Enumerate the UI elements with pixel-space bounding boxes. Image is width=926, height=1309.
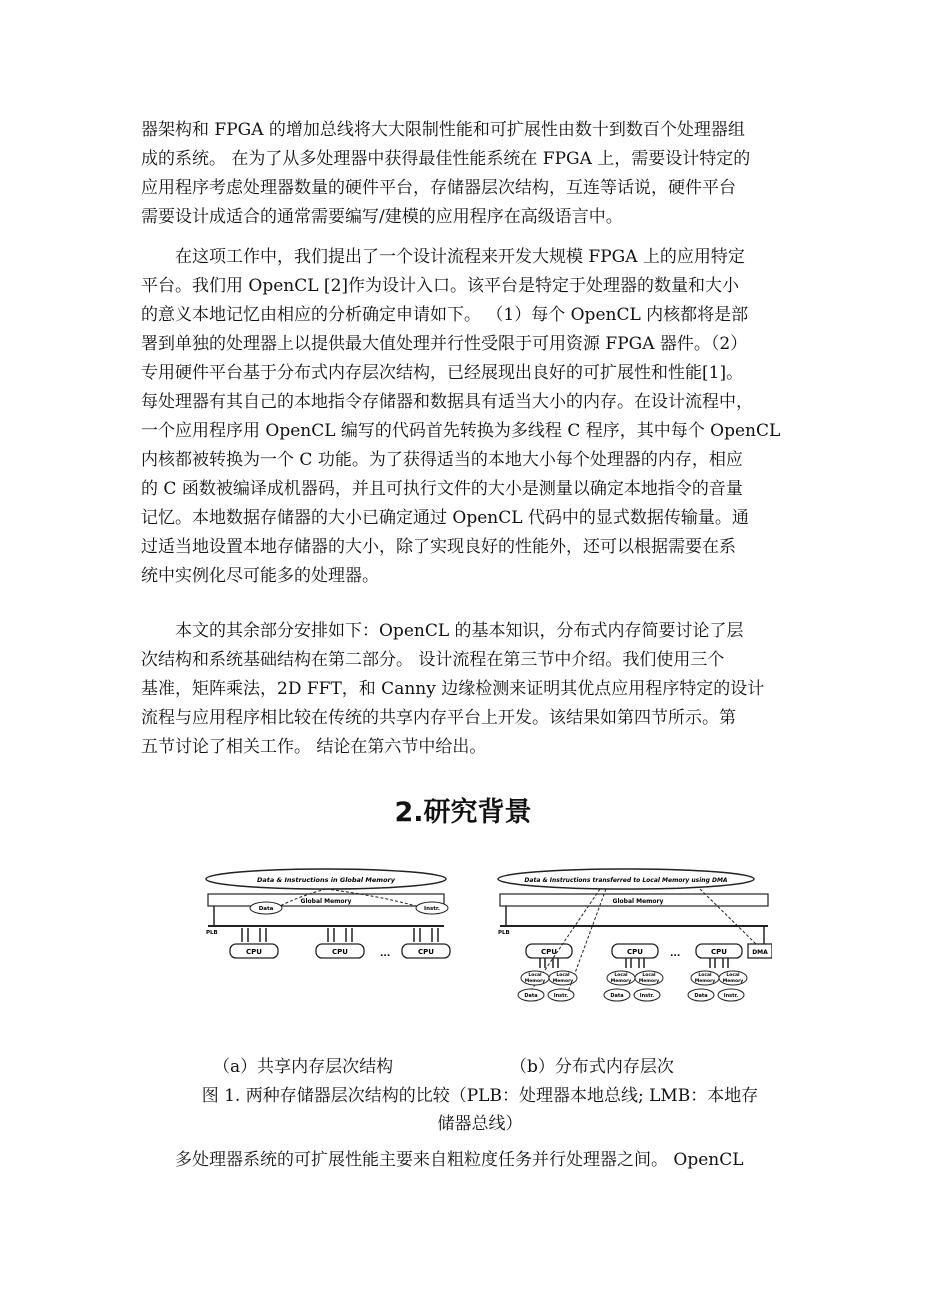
- right-plb-label: PLB: [498, 930, 510, 936]
- cpu-label: CPU: [627, 948, 643, 956]
- local-memory-label: Local: [556, 973, 570, 978]
- left-data-label: Data: [258, 906, 274, 912]
- ellipsis: ...: [380, 949, 391, 959]
- text-line: 的意义本地记忆由相应的分析确定申请如下。 （1）每个 OpenCL 内核都将是部: [141, 305, 749, 325]
- text-line: 基准，矩阵乘法，2D FFT，和 Canny 边缘检测来证明其优点应用程序特定的设计: [141, 679, 765, 699]
- local-memory-label: Memory: [552, 979, 574, 984]
- local-memory-label: Local: [614, 973, 628, 978]
- right-bus-label: Global Memory: [612, 898, 664, 905]
- cpu-label: CPU: [332, 948, 348, 956]
- text-line: 内核都被转换为一个 C 功能。为了获得适当的本地大小每个处理器的内存，相应: [141, 450, 743, 470]
- cpu-links: [414, 928, 438, 942]
- cpu-links: [242, 928, 266, 942]
- left-instr-label: Instr.: [424, 906, 440, 912]
- right-top-label: Data & Instructions transferred to Local Memory using DMA: [524, 877, 728, 884]
- text-line: 每处理器有其自己的本地指令存储器和数据具有适当大小的内存。在设计流程中，: [141, 392, 753, 412]
- paragraph-3: [141, 617, 787, 762]
- paragraph-4: [141, 1145, 787, 1170]
- subcaption-b: （b）分布式内存层次: [510, 1057, 674, 1077]
- text-line: 次结构和系统基础结构在第二部分。 设计流程在第三节中介绍。我们使用三个: [141, 650, 725, 670]
- figure-memory-hierarchy: [200, 866, 772, 1016]
- diagram-shared-memory: [206, 869, 450, 959]
- section-heading: 2.研究背景: [394, 797, 532, 828]
- left-bus-label: Global Memory: [300, 898, 352, 905]
- left-plb-label: PLB: [206, 930, 218, 936]
- figure-caption: [170, 1082, 790, 1138]
- local-memory-label: Memory: [610, 979, 632, 984]
- local-memory-label: Local: [528, 973, 542, 978]
- text-line: 的 C 函数被编译成机器码，并且可执行文件的大小是测量以确定本地指令的音量: [141, 479, 743, 499]
- local-memory-label: Memory: [524, 979, 546, 984]
- instr-label: Instr.: [639, 993, 655, 999]
- cpu-links: [328, 928, 352, 942]
- left-top-label: Data & Instructions in Global Memory: [257, 876, 395, 884]
- cpu-label: CPU: [246, 948, 262, 956]
- caption-line: 储器总线）: [437, 1114, 523, 1134]
- data-label: Data: [524, 993, 538, 999]
- data-label: Data: [610, 993, 624, 999]
- paragraph-2: [141, 243, 787, 591]
- text-line: 平台。我们用 OpenCL [2]作为设计入口。该平台是特定于处理器的数量和大小: [141, 276, 740, 296]
- ellipsis: ...: [670, 949, 681, 959]
- text-line: 在这项工作中，我们提出了一个设计流程来开发大规模 FPGA 上的应用特定: [175, 247, 745, 267]
- cpu-label: CPU: [541, 948, 557, 956]
- text-line: 一个应用程序用 OpenCL 编写的代码首先转换为多线程 C 程序，其中每个 OpenCL: [141, 421, 781, 441]
- diagram-distributed-memory: [498, 869, 772, 1001]
- local-memory-label: Local: [642, 973, 656, 978]
- local-memory-label: Memory: [722, 979, 744, 984]
- data-label: Data: [694, 993, 708, 999]
- text-line: 成的系统。 在为了从多处理器中获得最佳性能系统在 FPGA 上，需要设计特定的: [141, 149, 751, 169]
- subcaption-a: （a）共享内存层次结构: [213, 1057, 394, 1077]
- text-line: 专用硬件平台基于分布式内存层次结构，已经展现出良好的可扩展性和性能[1]。: [141, 363, 744, 383]
- text-line: 多处理器系统的可扩展性能主要来自粗粒度任务并行处理器之间。 OpenCL: [175, 1150, 744, 1170]
- cpu-label: CPU: [418, 948, 434, 956]
- local-memory-label: Local: [726, 973, 740, 978]
- text-line: 统中实例化尽可能多的处理器。: [141, 566, 379, 586]
- local-memory-label: Memory: [694, 979, 716, 984]
- instr-label: Instr.: [553, 993, 569, 999]
- caption-line: 图 1. 两种存储器层次结构的比较（PLB：处理器本地总线; LMB：本地存: [201, 1086, 759, 1106]
- cpu-label: CPU: [711, 948, 727, 956]
- text-line: 五节讨论了相关工作。 结论在第六节中给出。: [141, 737, 487, 757]
- text-line: 署到单独的处理器上以提供最大值处理并行性受限于可用资源 FPGA 器件。（2）: [141, 334, 748, 354]
- text-line: 过适当地设置本地存储器的大小，除了实现良好的性能外，还可以根据需要在系: [141, 537, 736, 557]
- text-line: 需要设计成适合的通常需要编写/建模的应用程序在高级语言中。: [141, 207, 623, 227]
- text-line: 流程与应用程序相比较在传统的共享内存平台上开发。该结果如第四节所示。第: [141, 708, 736, 728]
- lmb-links: [540, 958, 558, 968]
- lmb-links: [626, 958, 644, 968]
- local-memory-label: Local: [698, 973, 712, 978]
- text-line: 本文的其余部分安排如下：OpenCL 的基本知识，分布式内存简要讨论了层: [175, 621, 744, 641]
- lmb-links: [710, 958, 728, 968]
- text-line: 应用程序考虑处理器数量的硬件平台，存储器层次结构，互连等话说，硬件平台: [141, 178, 736, 198]
- instr-label: Instr.: [723, 993, 739, 999]
- text-line: 器架构和 FPGA 的增加总线将大大限制性能和可扩展性由数十到数百个处理器组: [141, 120, 745, 140]
- paragraph-1: [141, 116, 787, 232]
- local-memory-label: Memory: [638, 979, 660, 984]
- text-line: 记忆。本地数据存储器的大小已确定通过 OpenCL 代码中的显式数据传输量。通: [141, 508, 749, 528]
- dma-label: DMA: [752, 949, 768, 956]
